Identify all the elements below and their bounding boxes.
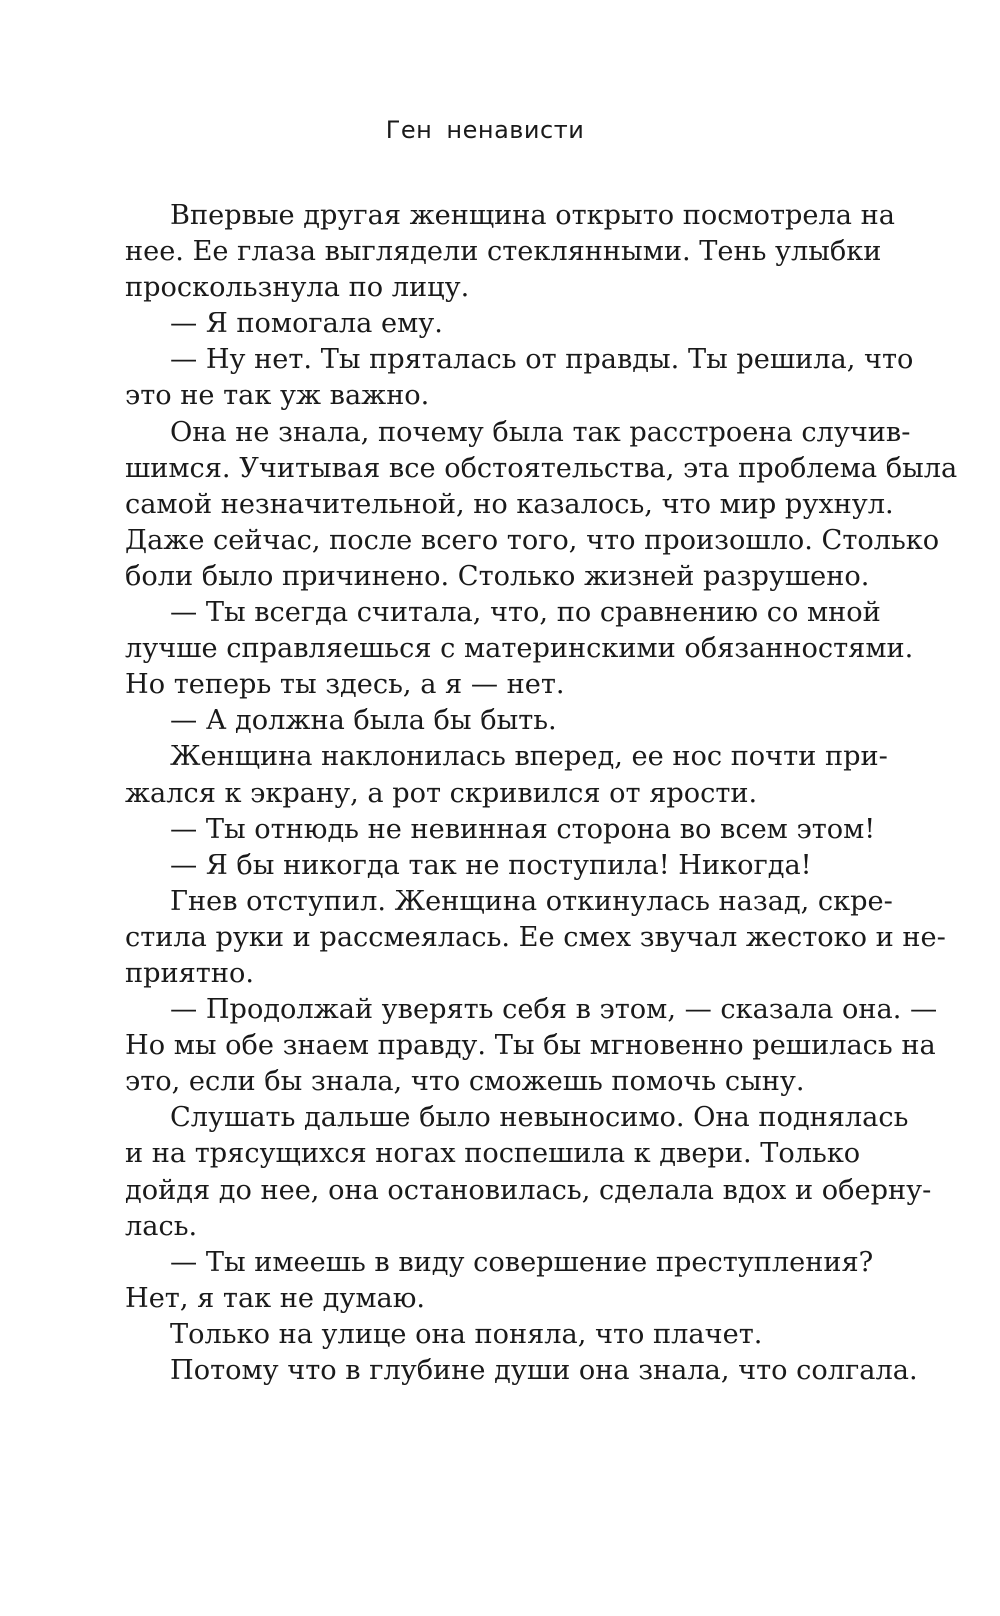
paragraph xyxy=(125,848,845,884)
text-line: лучше справляешься с материнскими обязанностями. xyxy=(125,633,914,665)
paragraph xyxy=(125,415,958,595)
text-line: Потому что в глубине души она знала, что солгала. xyxy=(170,1355,918,1386)
text-line: приятно. xyxy=(125,957,254,989)
text-line: жался к экрану, а рот скривился от ярости. xyxy=(125,777,758,809)
text-line: — Я бы никогда так не поступила! Никогда! xyxy=(170,849,812,881)
paragraph xyxy=(125,992,938,1100)
text-line: — Ну нет. Ты пряталась от правды. Ты решила, что xyxy=(170,344,914,376)
text-line: Только на улице она поняла, что плачет. xyxy=(170,1318,763,1350)
text-line: Впервые другая женщина открыто посмотрела на xyxy=(170,200,895,231)
text-line: самой незначительной, но казалось, что мир рухнул. xyxy=(125,488,894,520)
text-line: нее. Ее глаза выглядели стеклянными. Тень улыбки xyxy=(125,236,882,268)
body-text xyxy=(125,198,958,1389)
paragraph xyxy=(125,812,876,848)
text-line: стила руки и рассмеялась. Ее смех звучал жестоко и не- xyxy=(125,921,946,953)
paragraph xyxy=(125,342,914,414)
paragraph xyxy=(125,595,914,703)
text-line: — Продолжай уверять себя в этом, — сказала она. — xyxy=(170,994,938,1026)
paragraph xyxy=(125,1317,845,1353)
paragraph xyxy=(125,884,946,992)
text-line: Нет, я так не думаю. xyxy=(125,1282,426,1314)
text-line: лась. xyxy=(125,1210,198,1242)
paragraph xyxy=(125,1245,874,1317)
text-line: Женщина наклонилась вперед, ее нос почти при- xyxy=(170,741,888,773)
paragraph xyxy=(125,1353,918,1389)
paragraph xyxy=(125,739,888,811)
text-line: Она не знала, почему была так расстроена случив- xyxy=(170,416,911,448)
text-line: — Ты отнюдь не невинная сторона во всем этом! xyxy=(170,813,876,845)
text-line: — Ты имеешь в виду совершение преступления? xyxy=(170,1246,874,1278)
text-line: — Ты всегда считала, что, по сравнению со мной xyxy=(170,597,881,629)
running-head: Ген ненависти xyxy=(385,116,585,144)
paragraph xyxy=(125,198,895,306)
text-line: — А должна была бы быть. xyxy=(170,705,557,737)
text-line: Но теперь ты здесь, а я — нет. xyxy=(125,669,565,701)
text-line: шимся. Учитывая все обстоятельства, эта проблема была xyxy=(125,452,958,484)
text-line: это, если бы знала, что сможешь помочь сыну. xyxy=(125,1066,805,1098)
text-line: проскользнула по лицу. xyxy=(125,272,470,304)
paragraph xyxy=(125,306,845,342)
text-line: Гнев отступил. Женщина откинулась назад, скре- xyxy=(170,885,893,917)
text-line: — Я помогала ему. xyxy=(170,308,443,340)
paragraph xyxy=(125,1100,932,1244)
text-line: Даже сейчас, после всего того, что произошло. Столько xyxy=(125,524,940,556)
text-line: Но мы обе знаем правду. Ты бы мгновенно решилась на xyxy=(125,1030,936,1062)
text-line: это не так уж важно. xyxy=(125,380,430,412)
text-line: Слушать дальше было невыносимо. Она поднялась xyxy=(170,1102,909,1134)
text-line: и на трясущихся ногах поспешила к двери. Только xyxy=(125,1138,861,1170)
text-line: дойдя до нее, она остановилась, сделала вдох и оберну- xyxy=(125,1174,932,1206)
text-line: боли было причинено. Столько жизней разрушено. xyxy=(125,560,870,592)
paragraph xyxy=(125,703,845,739)
